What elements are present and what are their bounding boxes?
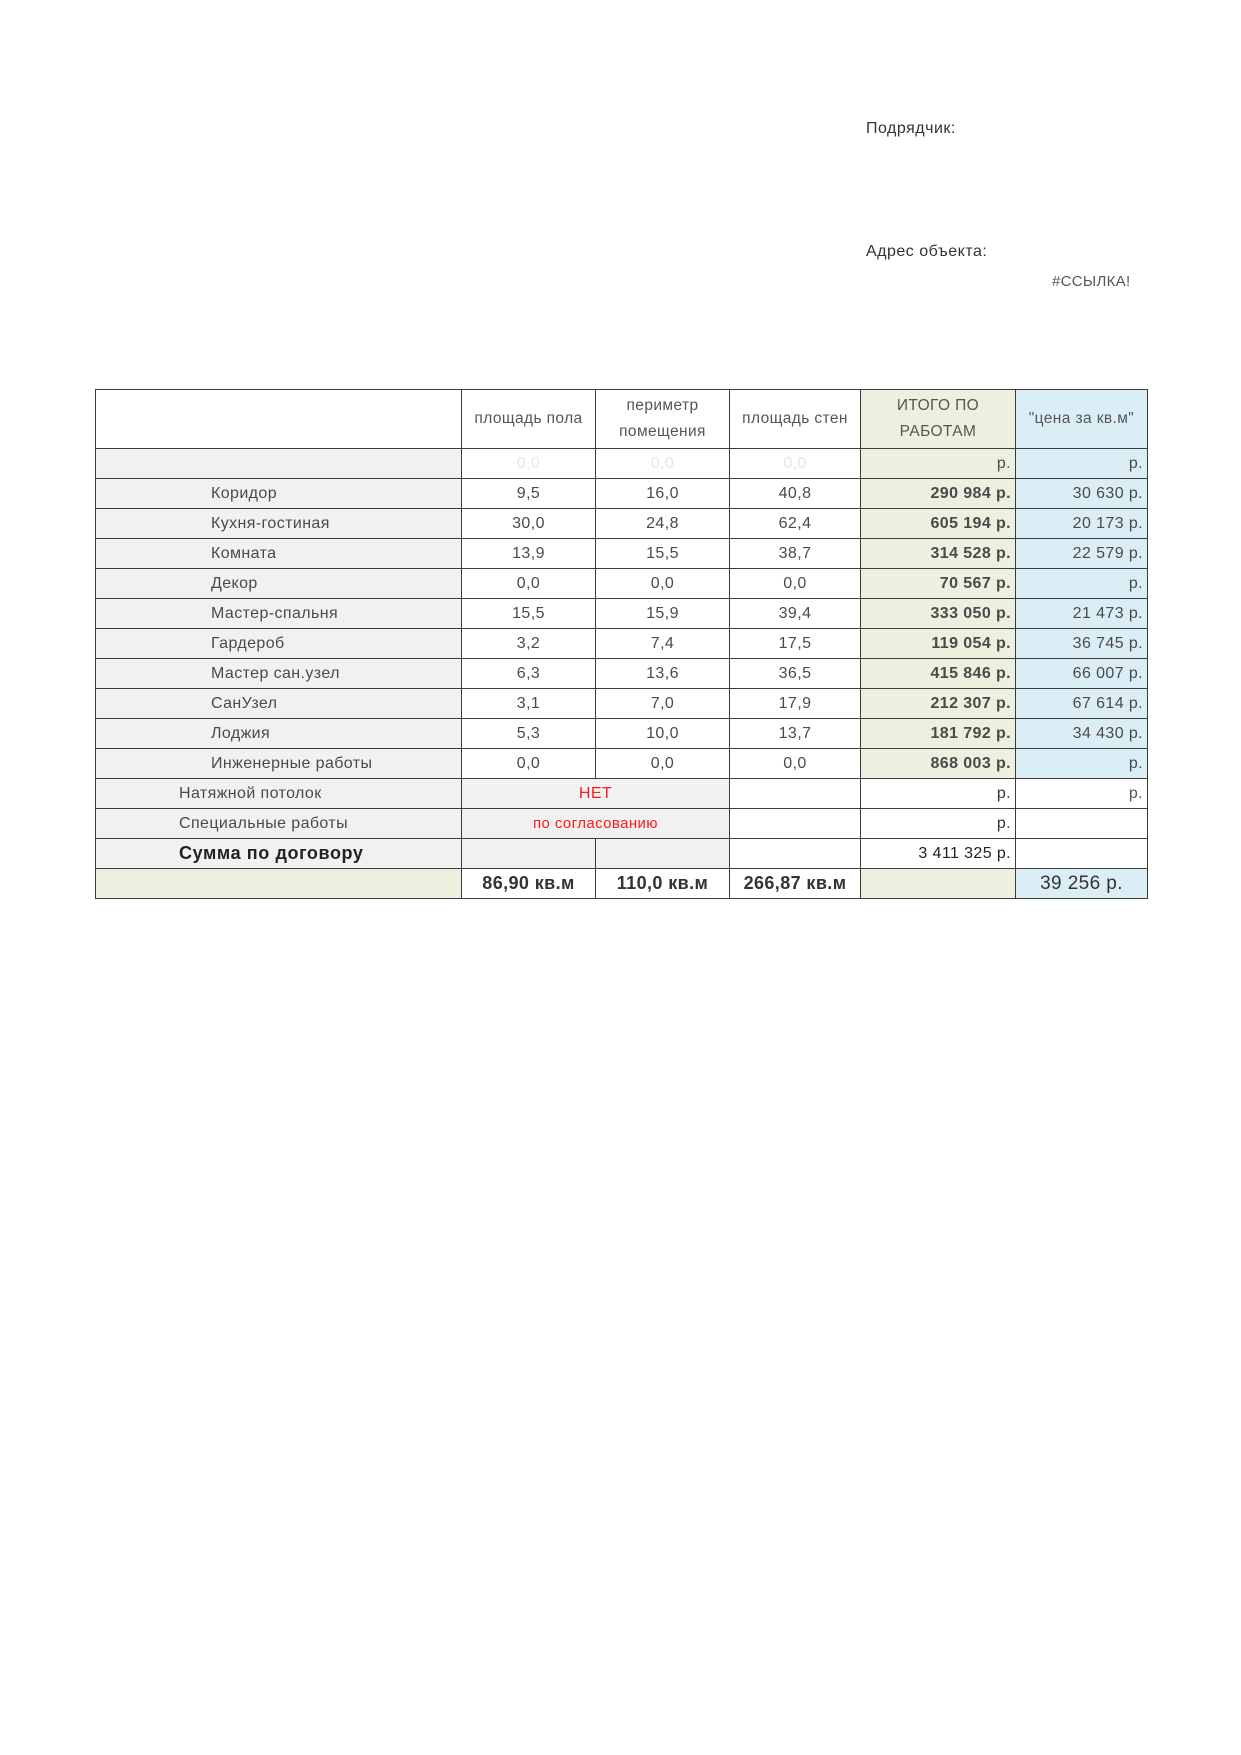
room-floor-area: 30,0 [462, 509, 596, 539]
room-floor-area: 3,2 [462, 629, 596, 659]
special-total: р. [861, 809, 1016, 839]
room-wall-area: 40,8 [730, 479, 861, 509]
header-wall-area: площадь стен [730, 390, 861, 449]
header-empty-cell [96, 390, 462, 449]
room-floor-area: 15,5 [462, 599, 596, 629]
room-wall-area: 36,5 [730, 659, 861, 689]
room-total: 868 003 р. [861, 749, 1016, 779]
ceiling-status: НЕТ [462, 779, 730, 809]
room-floor-area: 9,5 [462, 479, 596, 509]
room-price-per-sqm: 20 173 р. [1016, 509, 1148, 539]
room-price-per-sqm: 21 473 р. [1016, 599, 1148, 629]
blank-walls: 0,0 [730, 449, 861, 479]
room-perimeter: 0,0 [596, 569, 730, 599]
room-name: Мастер-спальня [96, 599, 462, 629]
room-total: 333 050 р. [861, 599, 1016, 629]
special-label: Специальные работы [96, 809, 462, 839]
room-wall-area: 39,4 [730, 599, 861, 629]
room-perimeter: 15,9 [596, 599, 730, 629]
footer-empty-total [861, 869, 1016, 899]
room-perimeter: 16,0 [596, 479, 730, 509]
room-total: 70 567 р. [861, 569, 1016, 599]
room-name: Комната [96, 539, 462, 569]
ceiling-price: р. [1016, 779, 1148, 809]
contract-sum-empty-2 [596, 839, 730, 869]
room-perimeter: 10,0 [596, 719, 730, 749]
table-row-blank [96, 449, 1148, 479]
room-floor-area: 0,0 [462, 569, 596, 599]
blank-floor: 0,0 [462, 449, 596, 479]
room-name: Коридор [96, 479, 462, 509]
footer-perimeter-total: 110,0 кв.м [596, 869, 730, 899]
table-row [96, 479, 1148, 509]
reference-error-value: #ССЫЛКА! [1052, 273, 1131, 290]
room-name: Гардероб [96, 629, 462, 659]
room-total: 181 792 р. [861, 719, 1016, 749]
ceiling-total: р. [861, 779, 1016, 809]
blank-price: р. [1016, 449, 1148, 479]
footer-floor-total: 86,90 кв.м [462, 869, 596, 899]
room-name: Инженерные работы [96, 749, 462, 779]
room-total: 119 054 р. [861, 629, 1016, 659]
room-wall-area: 62,4 [730, 509, 861, 539]
contract-sum-total: 3 411 325 р. [861, 839, 1016, 869]
room-price-per-sqm: 22 579 р. [1016, 539, 1148, 569]
room-floor-area: 5,3 [462, 719, 596, 749]
room-total: 314 528 р. [861, 539, 1016, 569]
room-floor-area: 13,9 [462, 539, 596, 569]
table-row-footer-totals [96, 869, 1148, 899]
room-floor-area: 0,0 [462, 749, 596, 779]
table-row-special [96, 809, 1148, 839]
room-total: 605 194 р. [861, 509, 1016, 539]
room-price-per-sqm: 66 007 р. [1016, 659, 1148, 689]
room-floor-area: 3,1 [462, 689, 596, 719]
special-status: по согласованию [462, 809, 730, 839]
contractor-label: Подрядчик: [866, 120, 956, 137]
room-total: 415 846 р. [861, 659, 1016, 689]
ceiling-walls-empty [730, 779, 861, 809]
table-row [96, 659, 1148, 689]
room-perimeter: 15,5 [596, 539, 730, 569]
room-floor-area: 6,3 [462, 659, 596, 689]
room-wall-area: 38,7 [730, 539, 861, 569]
contract-sum-empty-3 [730, 839, 861, 869]
table-row [96, 569, 1148, 599]
room-perimeter: 7,0 [596, 689, 730, 719]
estimate-table [95, 389, 1148, 899]
room-total: 212 307 р. [861, 689, 1016, 719]
room-price-per-sqm: р. [1016, 749, 1148, 779]
room-wall-area: 17,5 [730, 629, 861, 659]
blank-total: р. [861, 449, 1016, 479]
room-price-per-sqm: 36 745 р. [1016, 629, 1148, 659]
room-wall-area: 13,7 [730, 719, 861, 749]
table-row [96, 719, 1148, 749]
footer-avg-price: 39 256 р. [1016, 869, 1148, 899]
room-name: Кухня-гостиная [96, 509, 462, 539]
room-name: Мастер сан.узел [96, 659, 462, 689]
room-price-per-sqm: 34 430 р. [1016, 719, 1148, 749]
room-price-per-sqm: 67 614 р. [1016, 689, 1148, 719]
blank-perimeter: 0,0 [596, 449, 730, 479]
room-perimeter: 0,0 [596, 749, 730, 779]
contract-sum-label: Сумма по договору [96, 839, 462, 869]
header-perimeter: периметр помещения [596, 390, 730, 449]
table-row-contract-sum [96, 839, 1148, 869]
ceiling-label: Натяжной потолок [96, 779, 462, 809]
table-header-row [96, 390, 1148, 449]
table-row [96, 749, 1148, 779]
contract-sum-empty-1 [462, 839, 596, 869]
room-perimeter: 7,4 [596, 629, 730, 659]
table-row [96, 539, 1148, 569]
header-floor-area: площадь пола [462, 390, 596, 449]
room-perimeter: 13,6 [596, 659, 730, 689]
room-wall-area: 0,0 [730, 749, 861, 779]
blank-row-label [96, 449, 462, 479]
footer-empty-label [96, 869, 462, 899]
room-wall-area: 0,0 [730, 569, 861, 599]
header-total-works: ИТОГО ПО РАБОТАМ [861, 390, 1016, 449]
room-price-per-sqm: 30 630 р. [1016, 479, 1148, 509]
room-name: СанУзел [96, 689, 462, 719]
object-address-label: Адрес объекта: [866, 243, 988, 260]
room-wall-area: 17,9 [730, 689, 861, 719]
room-perimeter: 24,8 [596, 509, 730, 539]
table-row [96, 629, 1148, 659]
table-row [96, 509, 1148, 539]
room-total: 290 984 р. [861, 479, 1016, 509]
table-row [96, 689, 1148, 719]
table-row-ceiling [96, 779, 1148, 809]
table-row [96, 599, 1148, 629]
footer-walls-total: 266,87 кв.м [730, 869, 861, 899]
room-name: Лоджия [96, 719, 462, 749]
header-price-per-sqm: "цена за кв.м" [1016, 390, 1148, 449]
special-price-empty [1016, 809, 1148, 839]
special-walls-empty [730, 809, 861, 839]
room-name: Декор [96, 569, 462, 599]
room-price-per-sqm: р. [1016, 569, 1148, 599]
contract-sum-empty-4 [1016, 839, 1148, 869]
